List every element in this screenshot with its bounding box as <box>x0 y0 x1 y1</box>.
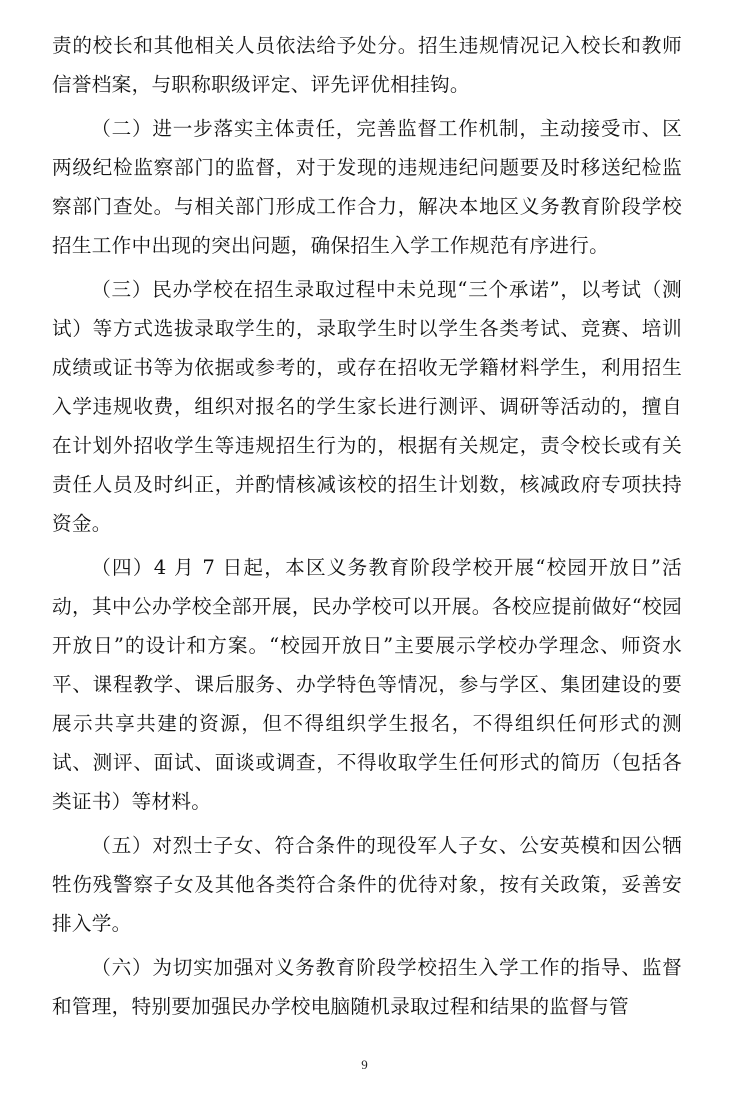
page-number: 9 <box>361 1057 368 1072</box>
paragraph-item-5: （五）对烈士子女、符合条件的现役军人子女、公安英模和因公牺牲伤残警察子女及其他各类符合条件的优待对象，按有关政策，妥善安排入学。 <box>52 834 682 935</box>
document-body <box>52 26 682 1031</box>
paragraph-item-2: （二）进一步落实主体责任，完善监督工作机制，主动接受市、区两级纪检监察部门的监督，对于发现的违规违纪问题要及时移送纪检监察部门查处。与相关部门形成工作合力，解决本地区义务教育阶段学校招生工作中出现的突出问题，确保招生入学工作规范有序进行。 <box>52 117 682 257</box>
paragraph-item-6: （六）为切实加强对义务教育阶段学校招生入学工作的指导、监督和管理，特别要加强民办学校电脑随机录取过程和结果的监督与管 <box>52 956 682 1018</box>
paragraph-continuation: 责的校长和其他相关人员依法给予处分。招生违规情况记入校长和教师信誉档案，与职称职级评定、评先评优相挂钩。 <box>52 34 682 96</box>
paragraph-item-4: （四）4 月 7 日起，本区义务教育阶段学校开展“校园开放日”活动，其中公办学校全部开展，民办学校可以开展。各校应提前做好“校园开放日”的设计和方案。“校园开放日”主要展示学校办学理念、师资水平、课程教学、课后服务、办学特色等情况，参与学区、集团建设的要展示共享共建的资源，但不得组织学生报名，不得组织任何形式的测试、测评、面试、面谈或调查，不得收取学生任何形式的简历（包括各类证书）等材料。 <box>52 556 682 813</box>
paragraph-item-3: （三）民办学校在招生录取过程中未兑现“三个承诺”，以考试（测试）等方式选拔录取学生的，录取学生时以学生各类考试、竞赛、培训成绩或证书等为依据或参考的，或存在招收无学籍材料学生，利用招生入学违规收费，组织对报名的学生家长进行测评、调研等活动的，擅自在计划外招收学生等违规招生行为的，根据有关规定，责令校长或有关责任人员及时纠正，并酌情核减该校的招生计划数，核减政府专项扶持资金。 <box>52 278 682 535</box>
